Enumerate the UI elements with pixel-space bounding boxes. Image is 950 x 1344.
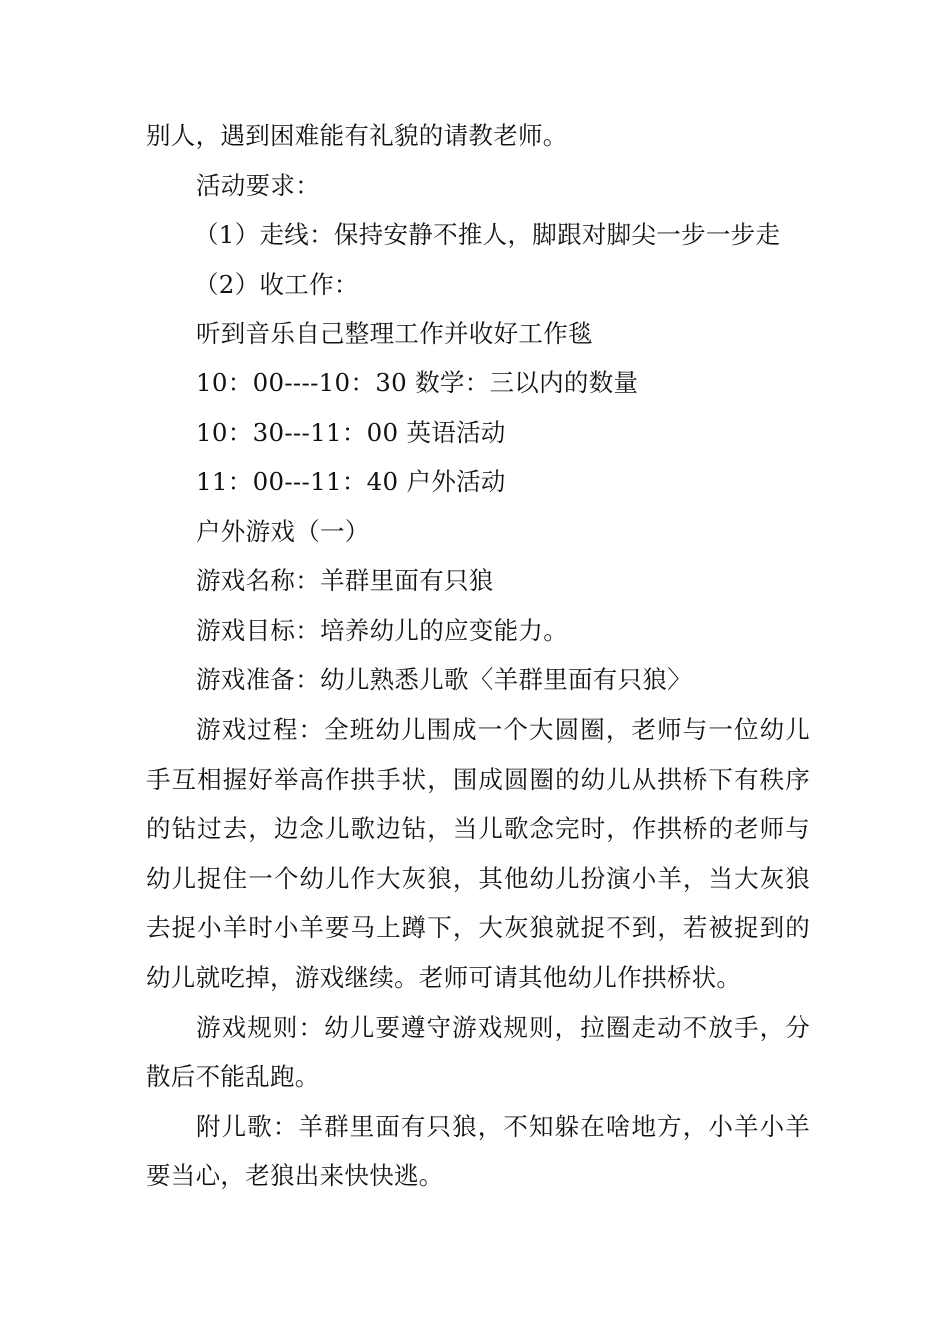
- paragraph-line: 游戏目标：培养幼儿的应变能力。: [196, 616, 568, 645]
- paragraph-line: 手互相握好举高作拱手状，围成圆圈的幼儿从拱桥下有秩序: [146, 765, 810, 794]
- paragraph-line: 游戏过程：全班幼儿围成一个大圆圈，老师与一位幼儿: [196, 715, 810, 744]
- paragraph-line: 的钻过去，边念儿歌边钻，当儿歌念完时，作拱桥的老师与: [146, 814, 810, 843]
- paragraph-line: 游戏规则：幼儿要遵守游戏规则，拉圈走动不放手，分: [196, 1013, 810, 1042]
- paragraph-line: 游戏准备：幼儿熟悉儿歌〈羊群里面有只狼〉: [196, 665, 692, 694]
- paragraph-line: 散后不能乱跑。: [146, 1062, 320, 1091]
- paragraph-line: 听到音乐自己整理工作并收好工作毯: [196, 319, 593, 348]
- paragraph-line: 别人，遇到困难能有礼貌的请教老师。: [146, 121, 568, 150]
- paragraph-line: 幼儿捉住一个幼儿作大灰狼，其他幼儿扮演小羊，当大灰狼: [146, 864, 810, 893]
- paragraph-line: 幼儿就吃掉，游戏继续。老师可请其他幼儿作拱桥状。: [146, 963, 742, 992]
- schedule-line: 11：00---11：40 户外活动: [196, 467, 506, 496]
- paragraph-line: 要当心，老狼出来快快逃。: [146, 1161, 444, 1190]
- paragraph-line: 去捉小羊时小羊要马上蹲下，大灰狼就捉不到，若被捉到的: [146, 913, 810, 942]
- section-heading: 活动要求：: [196, 171, 320, 200]
- list-item: （1）走线：保持安静不推人，脚跟对脚尖一步一步走: [194, 220, 781, 249]
- paragraph-line: 游戏名称：羊群里面有只狼: [196, 566, 494, 595]
- list-item: （2）收工作：: [194, 270, 359, 299]
- schedule-line: 10：00----10：30 数学：三以内的数量: [196, 368, 639, 397]
- schedule-line: 10：30---11：00 英语活动: [196, 418, 506, 447]
- section-heading: 户外游戏（一）: [196, 517, 370, 546]
- paragraph-line: 附儿歌：羊群里面有只狼，不知躲在啥地方，小羊小羊: [196, 1112, 810, 1141]
